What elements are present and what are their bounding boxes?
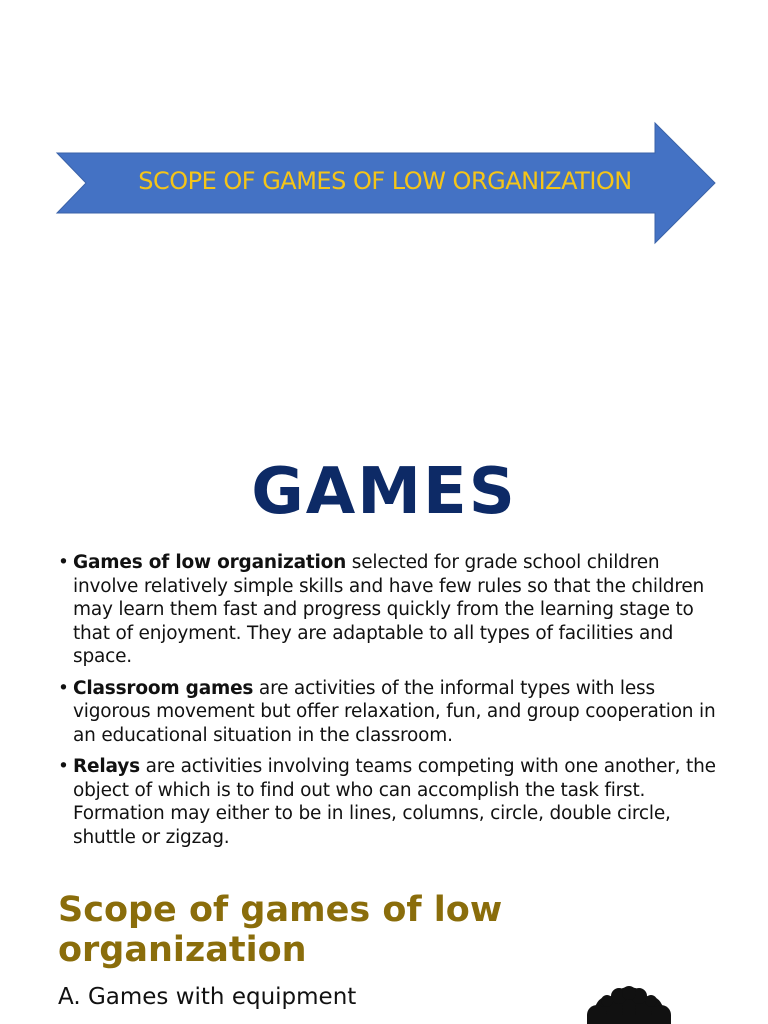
bullet-term: Classroom games [73,677,254,699]
bullet-text: selected for grade school children involve relatively simple skills and have few rules so that the children may learn them fast and progress quickly from the learning stage to that of enjoyment. They are adaptable to all types of facilities and space. [73,552,705,667]
bullet-icon: • [58,677,69,699]
banner-title: SCOPE OF GAMES OF LOW ORGANIZATION [138,167,632,195]
section-heading: Scope of games of low organization [58,890,503,970]
list-item [58,551,718,669]
arrow-shape [0,0,768,260]
bullet-icon: • [58,552,69,573]
page-title: GAMES [251,455,517,529]
bullet-text: are activities involving teams competing with one another, the object of which is to find out who can accomplish the task first. Formation may either to be in lines, columns, circle, double circle, shuttle or zigzag. [73,756,716,848]
tree-silhouette-icon [583,985,675,1024]
bullet-term: Games of low organization [73,552,347,573]
title-banner [0,0,768,260]
bullet-list [58,551,718,857]
scope-item: A. Games with equipment [58,984,357,1010]
bullet-text: are activities of the informal types with less vigorous movement but offer relaxation, fun, and group cooperation in an educational situation in the classroom. [73,677,716,746]
bullet-icon: • [58,756,69,777]
list-item [58,755,718,849]
list-item [58,677,718,748]
bullet-term: Relays [73,756,140,777]
